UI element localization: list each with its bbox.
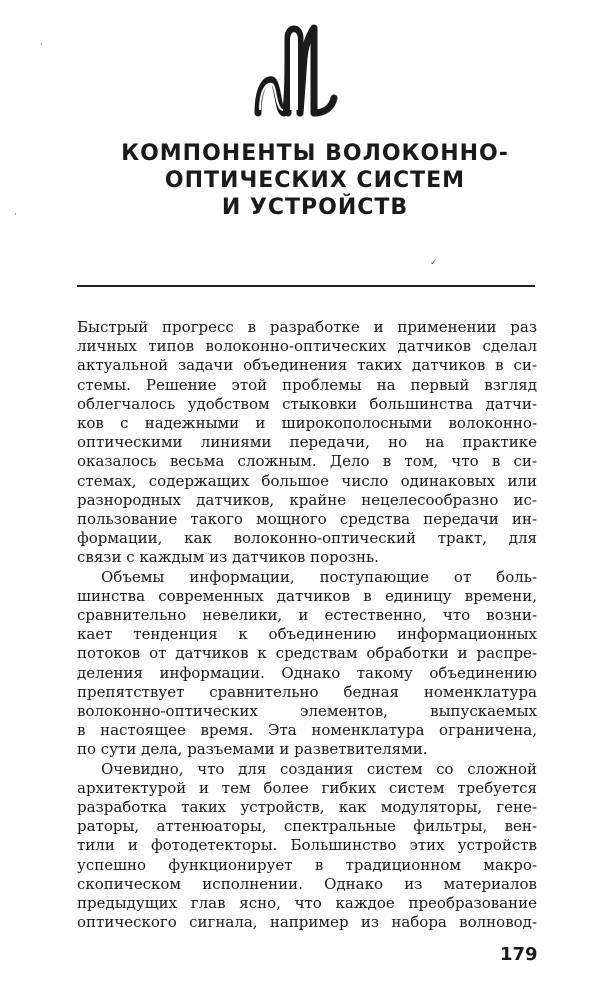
text-line: стемах, содержащих большое число одинаковых или (77, 471, 537, 490)
text-line: кает тенденция к объединению информационных (77, 625, 537, 644)
paragraph-1 (77, 318, 537, 568)
scan-speck: ✓ (430, 258, 438, 268)
chapter-title-line: ОПТИЧЕСКИХ СИСТЕМ (164, 168, 466, 193)
paragraph-2 (77, 568, 537, 760)
text-line: Очевидно, что для создания систем со сложной (101, 759, 537, 778)
text-line: деления информации. Однако такому объединению (77, 663, 537, 682)
text-line: оптического сигнала, например из набора волновод- (77, 913, 537, 932)
text-line: разработка таких устройств, как модуляторы, гене- (77, 798, 537, 817)
text-line: стемы. Решение этой проблемы на первый взгляд (77, 375, 537, 394)
chapter-title (80, 140, 550, 221)
chapter-logo-icon (248, 18, 344, 128)
text-line: в настоящее время. Эта номенклатура ограничена, (77, 721, 537, 740)
text-line: Быстрый прогресс в разработке и применении раз (77, 318, 537, 336)
text-line: предыдущих глав ясно, что каждое преобразование (77, 894, 537, 913)
text-line: волоконно-оптических элементов, выпускаемых (77, 702, 537, 721)
text-line: потоков от датчиков к средствам обработки и распре- (77, 644, 537, 663)
scan-speck: · (14, 210, 17, 220)
text-line: актуальной задачи объединения таких датчиков в си- (77, 356, 537, 375)
text-line: оптическими линиями передачи, но на практике (77, 433, 537, 452)
text-line: ков с надежными и широкополосными волоконно- (77, 414, 537, 433)
text-line: разнородных датчиков, крайне нецелесообразно ис- (77, 490, 537, 509)
text-line: скопическом исполнении. Однако из материалов (77, 874, 537, 893)
text-line: тили и фотодетекторы. Большинство этих устройств (77, 836, 537, 855)
text-line: оказалось весьма сложным. Дело в том, что в си- (77, 452, 537, 471)
text-line: облегчалось удобством стыковки большинства датчи- (77, 394, 537, 413)
section-divider (77, 285, 535, 287)
text-line: шинства современных датчиков в единицу времени, (77, 586, 537, 605)
paragraph-3 (77, 760, 537, 933)
text-line: личных типов волоконно-оптических датчиков сделал (77, 337, 537, 356)
text-line: архитектурой и тем более гибких систем требуется (77, 778, 537, 797)
text-line: успешно функционирует в традиционном макро- (77, 855, 537, 874)
text-line: связи с каждым из датчиков порознь. (77, 548, 379, 567)
body-text (77, 318, 537, 933)
text-line: раторы, аттенюаторы, спектральные фильтры, вен- (77, 817, 537, 836)
chapter-title-line: КОМПОНЕНТЫ ВОЛОКОННО- (121, 141, 509, 166)
text-line: сравнительно невелики, и естественно, что возни- (77, 606, 537, 625)
chapter-title-line: И УСТРОЙСТВ (221, 195, 409, 220)
text-line: пользование такого мощного средства передачи ин- (77, 510, 537, 529)
page-number: 179 (500, 944, 538, 965)
text-line: Объемы информации, поступающие от боль- (101, 567, 537, 586)
text-line: по сути дела, разъемами и разветвителями. (77, 740, 428, 759)
text-line: формации, как волоконно-оптический тракт, для (77, 529, 537, 548)
text-line: препятствует сравнительно бедная номенклатура (77, 682, 537, 701)
scan-speck: · (40, 40, 43, 50)
